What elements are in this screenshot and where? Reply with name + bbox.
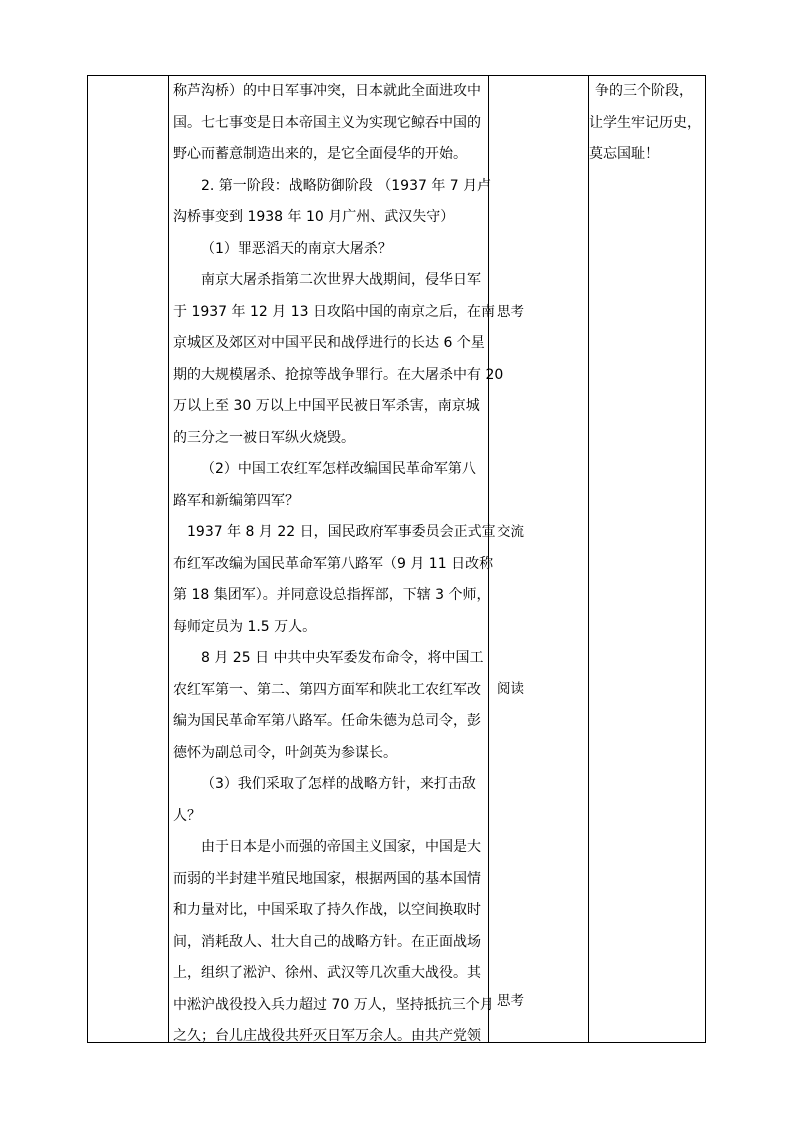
content-line: 编为国民革命军第八路军。任命朱德为总司令，彭	[173, 713, 481, 729]
question-heading: （1）罪恶滔天的南京大屠杀？	[201, 241, 392, 257]
content-line: 和力量对比，中国采取了持久作战，以空间换取时	[173, 902, 481, 918]
content-line: 人？	[173, 808, 201, 824]
purpose-line: 让学生牢记历史，	[589, 115, 701, 131]
content-line: 于 1937 年 12 月 13 日攻陷中国的南京之后，在南	[173, 304, 495, 320]
question-heading: （3）我们采取了怎样的战略方针，来打击敌	[201, 776, 476, 792]
lesson-plan-table	[87, 75, 706, 1043]
content-line: 由于日本是小而强的帝国主义国家，中国是大	[201, 839, 481, 855]
content-line: 南京大屠杀指第二次世界大战期间，侵华日军	[201, 272, 481, 288]
content-line: 京城区及郊区对中国平民和战俘进行的长达 6 个星	[173, 335, 485, 351]
content-line: 第 18 集团军）。并同意设总指挥部，下辖 3 个师，	[173, 587, 491, 603]
content-line: 中淞沪战役投入兵力超过 70 万人，坚持抵抗三个月	[173, 997, 494, 1013]
content-line: 间，消耗敌人、壮大自己的战略方针。在正面战场	[173, 934, 481, 950]
content-line: 野心而蓄意制造出来的，是它全面侵华的开始。	[173, 146, 467, 162]
content-line: 国。七七事变是日本帝国主义为实现它鲸吞中国的	[173, 115, 481, 131]
content-line: 1937 年 8 月 22 日，国民政府军事委员会正式宣	[187, 524, 496, 540]
student-activity-label: 阅读	[497, 681, 524, 697]
question-heading: （2）中国工农红军怎样改编国民革命军第八	[201, 461, 476, 477]
content-line: 而弱的半封建半殖民地国家，根据两国的基本国情	[173, 871, 481, 887]
column-divider	[588, 76, 589, 1042]
student-activity-label: 交流	[497, 524, 524, 540]
content-line: 万以上至 30 万以上中国平民被日军杀害，南京城	[173, 398, 480, 414]
section-heading: 2. 第一阶段：战略防御阶段 （1937 年 7 月卢	[201, 178, 492, 194]
student-activity-label: 思考	[497, 304, 524, 320]
purpose-line: 莫忘国耻！	[589, 146, 659, 162]
student-activity-label: 思考	[497, 993, 524, 1009]
column-divider	[168, 76, 169, 1042]
content-line: 之久；台儿庄战役共歼灭日军万余人。由共产党领	[173, 1028, 481, 1044]
content-line: 农红军第一、第二、第四方面军和陕北工农红军改	[173, 682, 481, 698]
content-line: 布红军改编为国民革命军第八路军（9 月 11 日改称	[173, 556, 494, 572]
content-line: 的三分之一被日军纵火烧毁。	[173, 430, 355, 446]
content-line: 8 月 25 日 中共中央军委发布命令，将中国工	[201, 650, 484, 666]
content-line: 期的大规模屠杀、抢掠等战争罪行。在大屠杀中有 20	[173, 367, 504, 383]
content-line: 每师定员为 1.5 万人。	[173, 619, 317, 635]
content-line: 沟桥事变到 1938 年 10 月广州、武汉失守）	[173, 209, 455, 225]
content-line: 称芦沟桥）的中日军事冲突，日本就此全面进攻中	[173, 83, 481, 99]
content-line: 德怀为副总司令，叶剑英为参谋长。	[173, 745, 397, 761]
content-line: 上，组织了淞沪、徐州、武汉等几次重大战役。其	[173, 965, 481, 981]
purpose-line: 争的三个阶段，	[595, 83, 693, 99]
content-line: 路军和新编第四军？	[173, 493, 299, 509]
